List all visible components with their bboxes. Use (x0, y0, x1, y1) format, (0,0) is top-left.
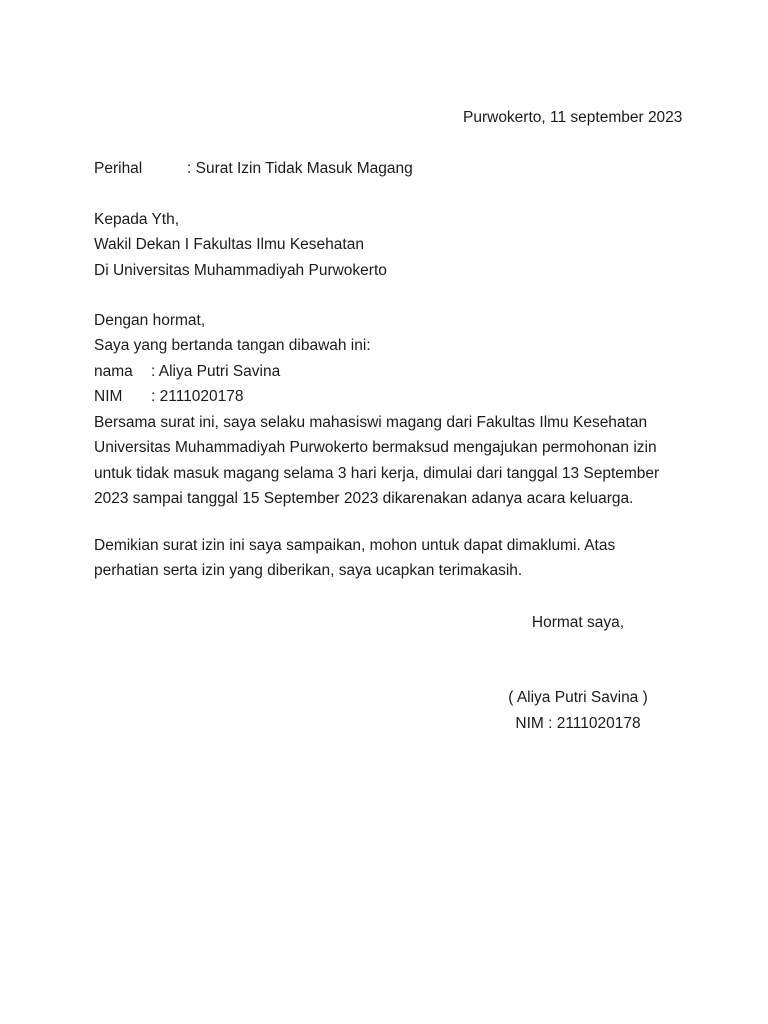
identity-nim-label: NIM (94, 387, 123, 405)
recipient-line2: Di Universitas Muhammadiyah Purwokerto (94, 261, 387, 279)
signature-name: ( Aliya Putri Savina ) (508, 689, 648, 707)
identity-name-label: nama (94, 362, 133, 380)
body-paragraph: Bersama surat ini, saya selaku mahasiswi magang dari Fakultas Ilmu Kesehatan Universitas Muhammadiyah Purwokerto bermaksud mengajukan permohonan izin untuk tidak masuk magang selama 3 hari kerja, dimulai dari tanggal 13 September 2023 sampai tanggal 15 September 2023 dikarenakan adanya acara keluarga. (94, 414, 660, 507)
subject-label: Perihal (94, 160, 143, 177)
recipient-line1: Wakil Dekan I Fakultas Ilmu Kesehatan (94, 236, 364, 254)
opening-intro: Saya yang bertanda tangan dibawah ini: (94, 337, 371, 355)
identity-name-line (94, 359, 675, 384)
signature-block (463, 610, 693, 736)
subject-value: : Surat Izin Tidak Masuk Magang (187, 160, 413, 177)
signature-space (463, 635, 693, 685)
identity-nim-line (94, 384, 675, 409)
recipient-block (94, 207, 675, 283)
recipient-salutation: Kepada Yth, (94, 211, 180, 228)
opening-greeting: Dengan hormat, (94, 312, 206, 329)
letter-date: Purwokerto, 11 september 2023 (463, 109, 683, 126)
closing-paragraph: Demikian surat izin ini saya sampaikan, mohon untuk dapat dimaklumi. Atas perhatian serta izin yang diberikan, saya ucapkan terimakasih. (94, 537, 616, 580)
signature-nim: NIM : 2111020178 (515, 714, 641, 732)
identity-name-value: : Aliya Putri Savina (151, 362, 281, 380)
opening-block (94, 308, 675, 409)
signature-salutation: Hormat saya, (531, 614, 625, 631)
identity-nim-value: : 2111020178 (151, 387, 244, 405)
subject-line (94, 156, 413, 181)
